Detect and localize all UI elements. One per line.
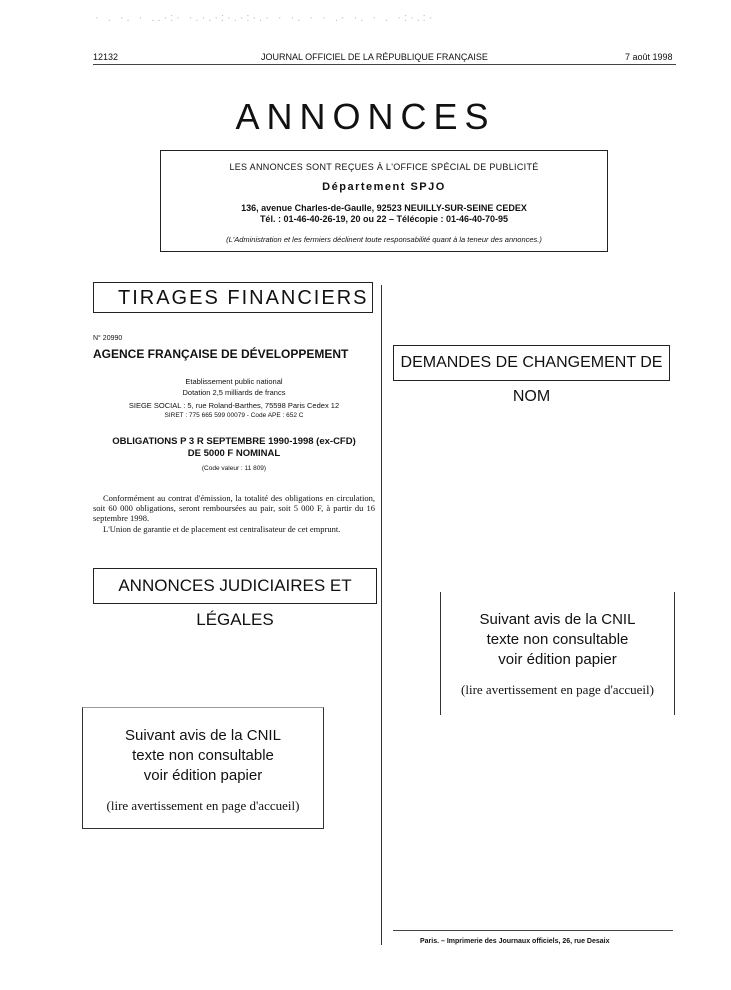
section-heading-tirages: TIRAGES FINANCIERS [93, 282, 373, 313]
body-paragraph: Conformément au contrat d'émission, la totalité des obligations en circulation, soit 60 000 obligations, seront remboursées au pair, soit 5 000 F, à partir du 16 septembre 1998. [93, 493, 375, 523]
printer-imprint: Paris. – Imprimerie des Journaux officiels, 26, rue Desaix [420, 938, 610, 945]
bond-title: OBLIGATIONS P 3 R SEPTEMBRE 1990-1998 (ex-CFD) [112, 436, 356, 447]
footer-rule [393, 930, 673, 931]
cnil-line: texte non consultable [132, 747, 274, 764]
page-number: 12132 [93, 52, 119, 62]
phone: Tél. : 01-46-40-26-19, 20 ou 22 – Télécopie : 01-46-40-70-95 [259, 214, 509, 224]
issue-date: 7 août 1998 [625, 52, 673, 62]
bond-code: (Code valeur : 11 809) [201, 465, 267, 472]
cnil-line: Suivant avis de la CNIL [479, 611, 636, 628]
department-name: Département SPJO [322, 181, 446, 193]
cnil-notice [82, 707, 324, 829]
column-divider [381, 285, 382, 945]
agency-name: AGENCE FRANÇAISE DE DÉVELOPPEMENT [93, 347, 349, 361]
head-office: SIEGE SOCIAL : 5, rue Roland-Barthes, 75598 Paris Cedex 12 [128, 401, 340, 410]
cnil-line: texte non consultable [486, 631, 629, 648]
siret: SIRET : 775 665 599 00079 - Code APE : 652 C [164, 412, 304, 419]
announcement-number: N° 20990 [93, 335, 123, 342]
page-title: ANNONCES [235, 96, 496, 137]
cnil-line: Suivant avis de la CNIL [125, 727, 281, 744]
body-paragraph: L'Union de garantie et de placement est centralisateur de cet emprunt. [103, 524, 341, 534]
bond-nominal: DE 5000 F NOMINAL [187, 448, 281, 459]
section-heading-judiciaires: ANNONCES JUDICIAIRES ET LÉGALES [93, 568, 377, 604]
scan-noise: · . ·. · ..·:· ·.·.·:·.·:·.· · ·. · · .· ·. · . ·:·.:· [95, 12, 436, 24]
submission-info-box [160, 150, 608, 252]
agency-capital: Dotation 2,5 milliards de francs [182, 388, 286, 397]
address: 136, avenue Charles-de-Gaulle, 92523 NEUILLY-SUR-SEINE CEDEX [241, 203, 527, 213]
disclaimer: (L'Administration et les fermiers déclinent toute responsabilité quant à la teneur des annonces.) [226, 235, 542, 244]
cnil-notice [440, 592, 675, 715]
header-rule [93, 64, 676, 65]
agency-status: Etablissement public national [185, 377, 283, 386]
section-heading-demandes: DEMANDES DE CHANGEMENT DE NOM [393, 345, 670, 381]
cnil-warning: (lire avertissement en page d'accueil) [106, 798, 300, 813]
cnil-line: voir édition papier [143, 767, 263, 784]
info-line: LES ANNONCES SONT REÇUES À L'OFFICE SPÉCIAL DE PUBLICITÉ [229, 162, 539, 172]
cnil-warning: (lire avertissement en page d'accueil) [461, 682, 654, 697]
cnil-line: voir édition papier [498, 651, 617, 668]
journal-title: JOURNAL OFFICIEL DE LA RÉPUBLIQUE FRANÇAISE [261, 52, 488, 62]
